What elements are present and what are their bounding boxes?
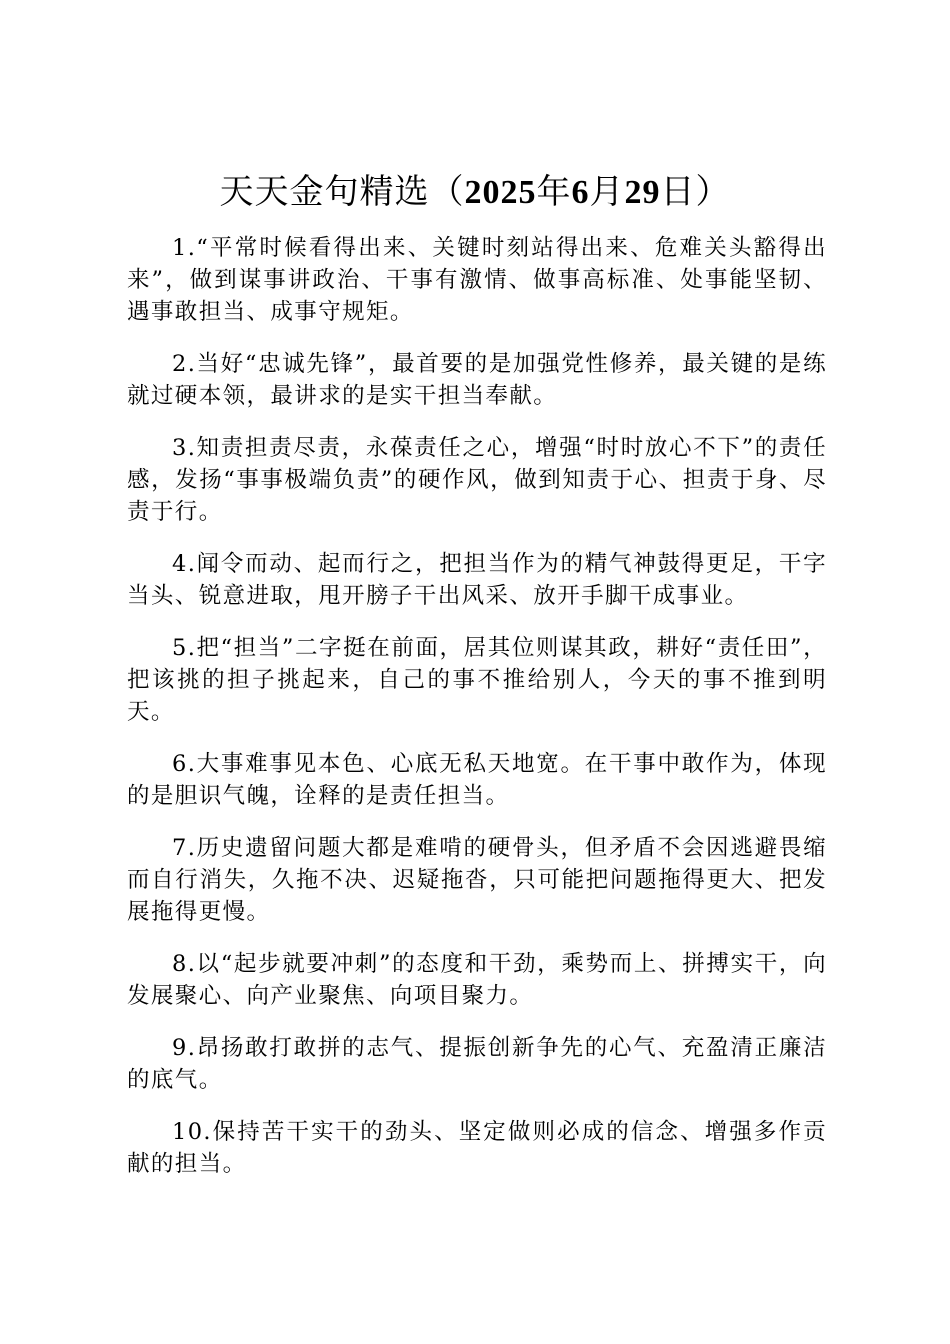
quote-list xyxy=(127,232,827,1200)
quote-item-6: 6.大事难事见本色、心底无私天地宽。在干事中敢作为，体现的是胆识气魄，诠释的是责任担当。 xyxy=(127,751,827,809)
quote-item-8: 8.以“起步就要冲刺”的态度和干劲，乘势而上、拼搏实干，向发展聚心、向产业聚焦、向项目聚力。 xyxy=(127,951,827,1009)
quote-item-7: 7.历史遗留问题大都是难啃的硬骨头，但矛盾不会因逃避畏缩而自行消失，久拖不决、迟疑拖沓，只可能把问题拖得更大、把发展拖得更慢。 xyxy=(127,835,827,925)
quote-item-5: 5.把“担当”二字挺在前面，居其位则谋其政，耕好“责任田”，把该挑的担子挑起来，自己的事不推给别人，今天的事不推到明天。 xyxy=(127,635,827,725)
title-year-suffix: 年 xyxy=(536,172,572,212)
document-title xyxy=(0,168,950,217)
title-year: 2025 xyxy=(464,174,537,211)
quote-item-10: 10.保持苦干实干的劲头、坚定做则必成的信念、增强多作贡献的担当。 xyxy=(127,1119,827,1177)
title-prefix: 天天金句精选（ xyxy=(219,172,465,212)
title-day-suffix: 日） xyxy=(660,172,731,212)
quote-item-1: 1.“平常时候看得出来、关键时刻站得出来、危难关头豁得出来”，做到谋事讲政治、干事有激情、做事高标准、处事能坚韧、遇事敢担当、成事守规矩。 xyxy=(127,235,827,325)
quote-item-9: 9.昂扬敢打敢拼的志气、提振创新争先的心气、充盈清正廉洁的底气。 xyxy=(127,1035,827,1093)
quote-item-3: 3.知责担责尽责，永葆责任之心，增强“时时放心不下”的责任感，发扬“事事极端负责”的硬作风，做到知责于心、担责于身、尽责于行。 xyxy=(127,435,827,525)
title-day: 29 xyxy=(624,174,661,211)
quote-item-2: 2.当好“忠诚先锋”，最首要的是加强党性修养，最关键的是练就过硬本领，最讲求的是实干担当奉献。 xyxy=(127,351,827,409)
title-month-suffix: 月 xyxy=(589,172,625,212)
title-month: 6 xyxy=(571,174,590,211)
quote-item-4: 4.闻令而动、起而行之，把担当作为的精气神鼓得更足，干字当头、锐意进取，甩开膀子干出风采、放开手脚干成事业。 xyxy=(127,551,827,609)
